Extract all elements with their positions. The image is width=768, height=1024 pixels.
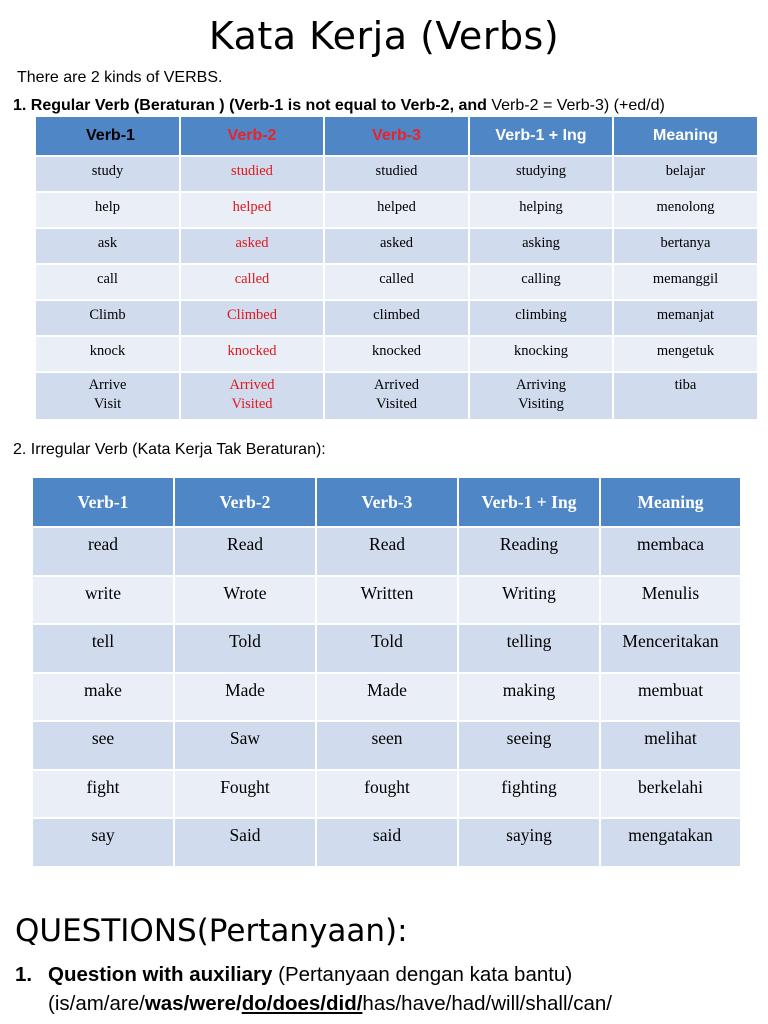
table-cell: help xyxy=(36,192,180,228)
section-regular-number: 1. xyxy=(13,97,27,114)
table-cell: knocking xyxy=(469,336,613,372)
column-header: Verb-1 xyxy=(33,478,174,527)
column-header: Verb-1 xyxy=(36,117,180,156)
table-cell: Read xyxy=(316,527,458,576)
table-row xyxy=(36,156,758,192)
aux-list-a: (is/am/are/ xyxy=(48,992,145,1015)
aux-list-b: was/were/ xyxy=(144,992,242,1015)
table-row xyxy=(33,818,741,867)
question-1-title: Question with auxiliary xyxy=(48,963,273,986)
table-row xyxy=(36,372,758,420)
table-row xyxy=(33,624,741,673)
table-cell: Arriving Visiting xyxy=(469,372,613,420)
table-row xyxy=(36,336,758,372)
table-cell: helping xyxy=(469,192,613,228)
table-row xyxy=(36,300,758,336)
table-cell: Arrived Visited xyxy=(180,372,324,420)
section-regular-normal: Verb-2 = Verb-3) (+ed/d) xyxy=(491,97,665,114)
table-cell: seen xyxy=(316,721,458,770)
table-cell: call xyxy=(36,264,180,300)
question-1-line1 xyxy=(15,960,612,989)
table-cell: belajar xyxy=(613,156,758,192)
table-cell: Told xyxy=(174,624,316,673)
table-cell: knocked xyxy=(324,336,469,372)
table-cell: Climbed xyxy=(180,300,324,336)
table-cell: menolong xyxy=(613,192,758,228)
table-cell: fought xyxy=(316,770,458,819)
table-cell: knock xyxy=(36,336,180,372)
table-header-row xyxy=(36,117,758,156)
table-cell: see xyxy=(33,721,174,770)
table-cell: membaca xyxy=(600,527,741,576)
table-cell: saying xyxy=(458,818,600,867)
section-regular-bold: Regular Verb (Beraturan ) (Verb-1 is not equal to Verb-2, and xyxy=(30,97,487,114)
table-cell: study xyxy=(36,156,180,192)
table-row xyxy=(33,576,741,625)
table-row xyxy=(33,721,741,770)
table-cell: Said xyxy=(174,818,316,867)
table-cell: climbed xyxy=(324,300,469,336)
table-cell: Saw xyxy=(174,721,316,770)
table-cell: asked xyxy=(324,228,469,264)
table-cell: tell xyxy=(33,624,174,673)
table-cell: tiba xyxy=(613,372,758,420)
table-cell: Made xyxy=(174,673,316,722)
table-cell: called xyxy=(324,264,469,300)
table-row xyxy=(33,527,741,576)
table-cell: Arrive Visit xyxy=(36,372,180,420)
table-cell: asking xyxy=(469,228,613,264)
table-cell: said xyxy=(316,818,458,867)
questions-heading: QUESTIONS(Pertanyaan): xyxy=(15,913,408,949)
question-1-number: 1. xyxy=(15,963,33,986)
table-cell: Wrote xyxy=(174,576,316,625)
table-cell: bertanya xyxy=(613,228,758,264)
table-cell: membuat xyxy=(600,673,741,722)
column-header: Meaning xyxy=(613,117,758,156)
table-cell: telling xyxy=(458,624,600,673)
page-title: Kata Kerja (Verbs) xyxy=(208,14,560,58)
table-cell: Climb xyxy=(36,300,180,336)
table-cell: read xyxy=(33,527,174,576)
table-cell: knocked xyxy=(180,336,324,372)
table-cell: melihat xyxy=(600,721,741,770)
table-row xyxy=(33,770,741,819)
table-cell: Told xyxy=(316,624,458,673)
table-cell: Arrived Visited xyxy=(324,372,469,420)
table-row xyxy=(36,192,758,228)
table-cell: climbing xyxy=(469,300,613,336)
question-1 xyxy=(15,960,612,1018)
table-cell: Menceritakan xyxy=(600,624,741,673)
question-1-line2 xyxy=(15,989,612,1018)
table-cell: memanjat xyxy=(613,300,758,336)
table-cell: Read xyxy=(174,527,316,576)
table-cell: Fought xyxy=(174,770,316,819)
table-cell: Made xyxy=(316,673,458,722)
table-cell: making xyxy=(458,673,600,722)
table-cell: fighting xyxy=(458,770,600,819)
table-cell: berkelahi xyxy=(600,770,741,819)
column-header: Verb-1 + Ing xyxy=(469,117,613,156)
table-header-row xyxy=(33,478,741,527)
table-cell: ask xyxy=(36,228,180,264)
table-cell: calling xyxy=(469,264,613,300)
column-header: Verb-2 xyxy=(174,478,316,527)
table-row xyxy=(36,228,758,264)
table-cell: studied xyxy=(180,156,324,192)
table-cell: memanggil xyxy=(613,264,758,300)
column-header: Verb-3 xyxy=(316,478,458,527)
intro-text: There are 2 kinds of VERBS. xyxy=(17,69,223,86)
table-cell: fight xyxy=(33,770,174,819)
section-regular-heading xyxy=(13,97,665,115)
table-cell: called xyxy=(180,264,324,300)
table-cell: mengatakan xyxy=(600,818,741,867)
question-1-subtitle: (Pertanyaan dengan kata bantu) xyxy=(272,963,573,986)
aux-list-d: has/have/had/will/shall/can/ xyxy=(362,992,612,1015)
regular-verb-table xyxy=(36,117,759,421)
table-cell: Writing xyxy=(458,576,600,625)
column-header: Verb-1 + Ing xyxy=(458,478,600,527)
irregular-verb-table xyxy=(33,478,742,868)
table-cell: mengetuk xyxy=(613,336,758,372)
table-cell: Written xyxy=(316,576,458,625)
aux-list-c: do/does/did/ xyxy=(241,992,363,1015)
table-cell: asked xyxy=(180,228,324,264)
table-cell: make xyxy=(33,673,174,722)
table-cell: studying xyxy=(469,156,613,192)
table-cell: studied xyxy=(324,156,469,192)
column-header: Meaning xyxy=(600,478,741,527)
table-cell: helped xyxy=(324,192,469,228)
table-row xyxy=(36,264,758,300)
table-cell: say xyxy=(33,818,174,867)
table-row xyxy=(33,673,741,722)
table-cell: Reading xyxy=(458,527,600,576)
column-header: Verb-2 xyxy=(180,117,324,156)
table-cell: seeing xyxy=(458,721,600,770)
section-irregular-heading: 2. Irregular Verb (Kata Kerja Tak Beraturan): xyxy=(13,441,326,458)
table-cell: write xyxy=(33,576,174,625)
column-header: Verb-3 xyxy=(324,117,469,156)
table-cell: helped xyxy=(180,192,324,228)
table-cell: Menulis xyxy=(600,576,741,625)
